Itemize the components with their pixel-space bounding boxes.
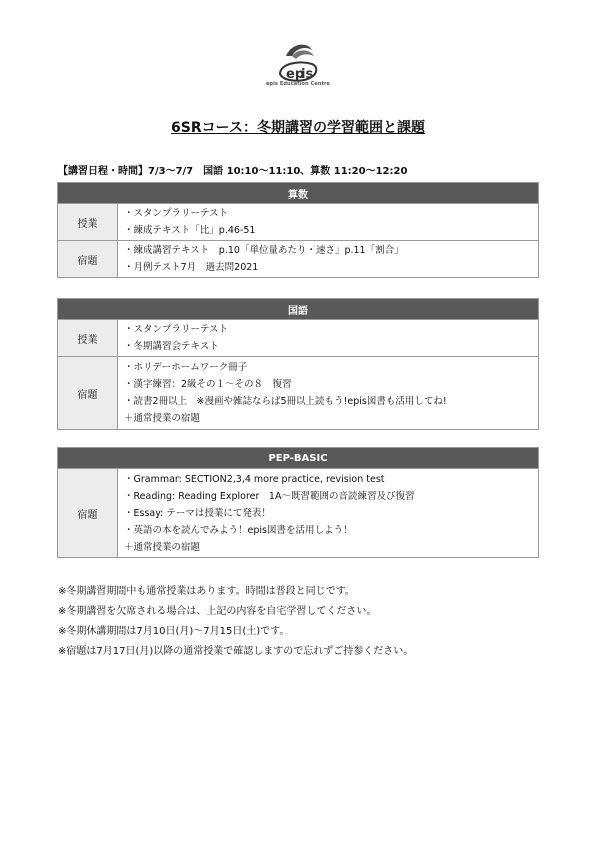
row-label: 授業 <box>58 320 118 357</box>
list-item: ・練成講習テキスト p.10「単位量あたり・速さ」p.11「割合」 <box>124 245 404 256</box>
note-line: ※冬期休講期間は7月10日(月)〜7月15日(土)です。 <box>58 626 290 637</box>
japanese-section <box>57 298 539 430</box>
list-item: ・漢字練習：2級その１〜その８ 復習 <box>124 379 292 390</box>
row-label: 宿題 <box>58 357 118 430</box>
notes <box>58 582 413 662</box>
list-item: ・Essay: テーマは授業にて発表！ <box>124 507 271 519</box>
list-item: ＋通常授業の宿題 <box>124 413 201 424</box>
row-items <box>118 320 539 357</box>
list-item: ・英語の本を読んでみよう！epis図書を活用しよう！ <box>124 524 353 536</box>
page-title: 6SRコース：冬期講習の学習範囲と課題 <box>171 120 425 136</box>
row-items <box>118 357 539 430</box>
note-line: ※宿題は7月17日(月)以降の通常授業で確認しますので忘れずご持参ください。 <box>58 646 414 657</box>
list-item: ・スタンプラリーテスト <box>124 324 229 335</box>
row-label: 授業 <box>58 204 118 241</box>
row-label: 宿題 <box>58 469 118 558</box>
schedule-line: 【講習日程・時間】7/3〜7/7 国語 10:10〜11:10、算数 11:20〜12:20 <box>58 166 408 177</box>
list-item: ・ホリデーホームワーク冊子 <box>124 362 248 373</box>
list-item: ＋通常授業の宿題 <box>124 541 201 553</box>
list-item: ・読書2冊以上 ※漫画や雑誌ならば5冊以上読もう!epis図書も活用してね! <box>124 396 447 407</box>
list-item: ・冬期講習会テキスト <box>124 341 219 352</box>
row-items <box>118 204 539 241</box>
section-heading: 国語 <box>58 299 539 320</box>
logo-caption: epis Education Centre <box>265 81 331 87</box>
section-heading: 算数 <box>58 183 539 204</box>
note-line: ※冬期講習を欠席される場合は、上記の内容を自宅学習してください。 <box>58 606 377 617</box>
list-item: ・月例テスト7月 過去問2021 <box>124 262 259 273</box>
row-items <box>118 469 539 558</box>
list-item: ・Reading: Reading Explorer 1A〜既習範囲の音読練習及び復習 <box>124 490 415 502</box>
pep-basic-section <box>57 447 539 558</box>
math-section <box>57 182 539 278</box>
svg-text:ep: ep <box>286 67 305 82</box>
list-item: ・練成テキスト「比」p.46-51 <box>124 225 256 236</box>
row-label: 宿題 <box>58 241 118 278</box>
list-item: ・スタンプラリーテスト <box>124 208 229 219</box>
row-items <box>118 241 539 278</box>
section-heading: PEP-BASIC <box>58 448 539 469</box>
svg-text:is: is <box>301 67 314 82</box>
note-line: ※冬期講習期間中も通常授業はあります。時間は普段と同じです。 <box>58 586 355 597</box>
list-item: ・Grammar: SECTION2,3,4 more practice, revision test <box>124 473 385 485</box>
